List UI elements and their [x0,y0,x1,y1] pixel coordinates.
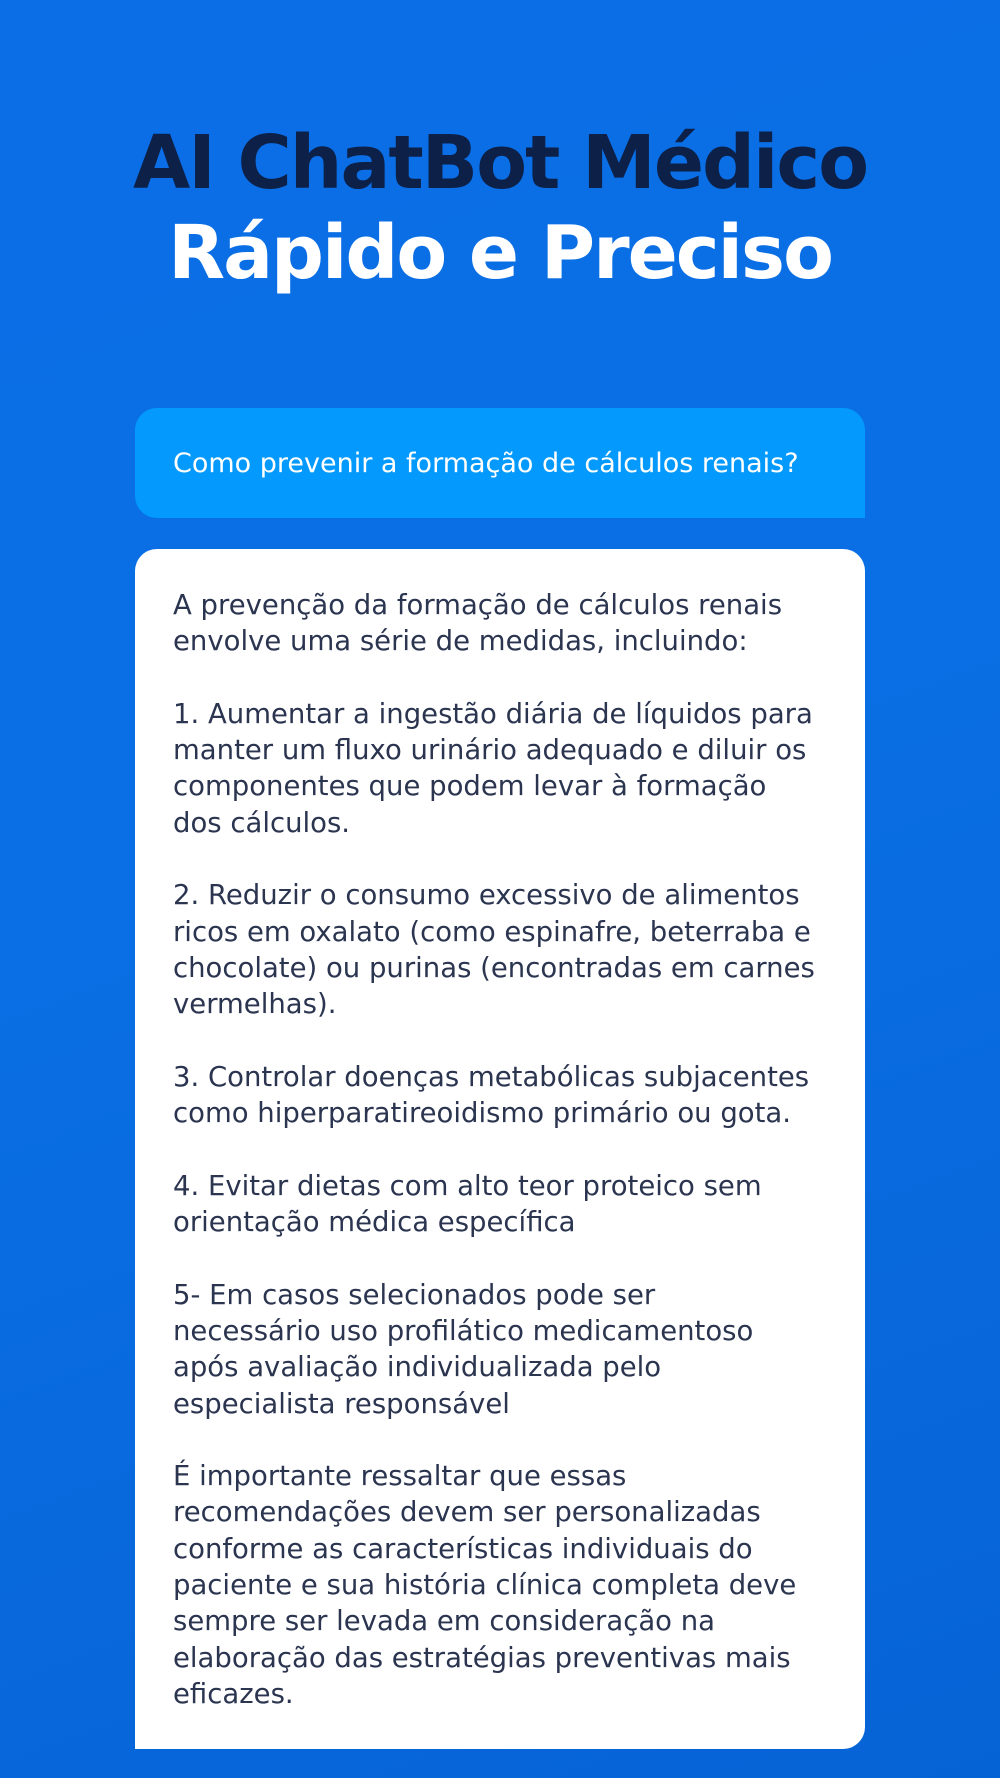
user-question-bubble [135,408,865,518]
answer-item-5 [173,1277,835,1422]
answer-line: paciente e sua história clínica completa deve [173,1569,797,1602]
answer-line: manter um fluxo urinário adequado e diluir os [173,734,807,767]
user-question-text: Como prevenir a formação de cálculos renais? [173,447,799,479]
answer-line: após avaliação individualizada pelo [173,1351,662,1384]
answer-item-3 [173,1059,835,1132]
answer-line: eficazes. [173,1677,294,1710]
answer-line: dos cálculos. [173,806,351,839]
answer-intro-paragraph [173,587,835,660]
answer-item-2 [173,877,835,1022]
answer-line: chocolate) ou purinas (encontradas em carnes [173,951,815,984]
answer-line: envolve uma série de medidas, incluindo: [173,625,748,658]
answer-conclusion-paragraph [173,1458,835,1712]
answer-line: sempre ser levada em consideração na [173,1605,716,1638]
title-line-2: Rápido e Preciso [168,210,832,296]
answer-line: 1. Aumentar a ingestão diária de líquidos para [173,697,813,730]
answer-line: conforme as características individuais do [173,1532,753,1565]
answer-line: orientação médica específica [173,1206,576,1239]
title-line-1: AI ChatBot Médico [132,120,868,206]
answer-line: como hiperparatireoidismo primário ou gota. [173,1097,792,1130]
answer-line: É importante ressaltar que essas [173,1460,627,1493]
answer-line: recomendações devem ser personalizadas [173,1496,761,1529]
answer-item-1 [173,696,835,841]
answer-line: componentes que podem levar à formação [173,770,767,803]
answer-line: 2. Reduzir o consumo excessivo de alimentos [173,879,800,912]
answer-line: 4. Evitar dietas com alto teor proteico sem [173,1169,762,1202]
answer-line: 3. Controlar doenças metabólicas subjacentes [173,1060,810,1093]
answer-line: ricos em oxalato (como espinafre, beterraba e [173,915,811,948]
answer-line: A prevenção da formação de cálculos renais [173,589,783,621]
bot-answer-bubble [135,549,865,1749]
answer-line: vermelhas). [173,988,337,1021]
answer-item-4 [173,1168,835,1241]
answer-line: elaboração das estratégias preventivas mais [173,1641,791,1674]
page-header [0,118,1000,298]
answer-line: necessário uso profilático medicamentoso [173,1314,754,1347]
answer-line: especialista responsável [173,1387,510,1420]
answer-line: 5- Em casos selecionados pode ser [173,1278,656,1311]
